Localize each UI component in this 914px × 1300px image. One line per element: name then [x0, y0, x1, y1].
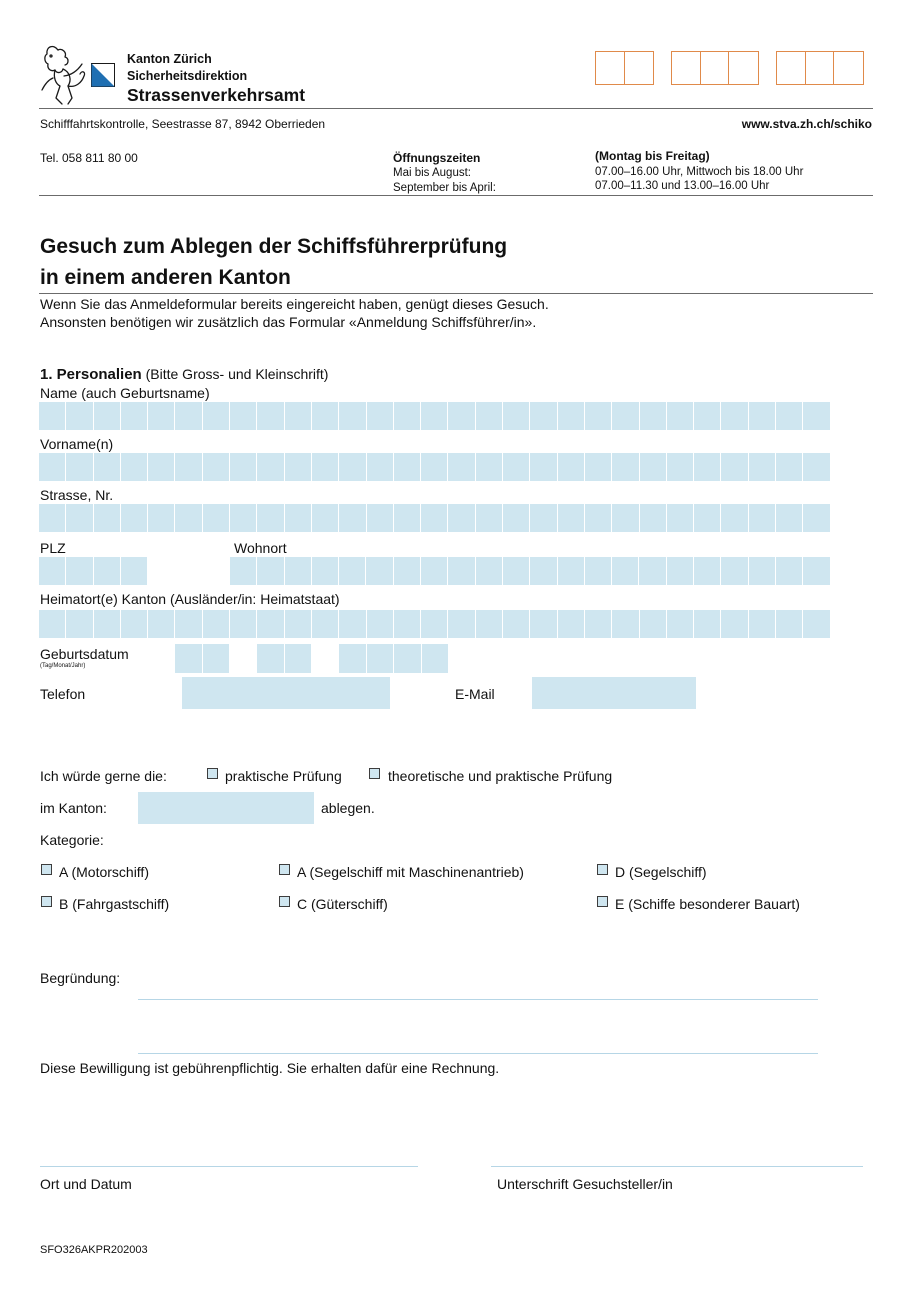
input-cell[interactable] — [394, 402, 421, 430]
email-label: E-Mail — [455, 686, 495, 702]
telefon-label: Telefon — [40, 686, 86, 702]
input-cell[interactable] — [257, 644, 285, 673]
section1-heading — [40, 366, 328, 383]
intro-text-1: Wenn Sie das Anmeldeformular bereits eingereicht haben, genügt dieses Gesuch. — [40, 296, 549, 312]
kanton-input[interactable] — [138, 792, 314, 824]
input-cell[interactable] — [121, 557, 148, 585]
input-cell[interactable] — [203, 644, 231, 673]
place-date-line[interactable] — [40, 1166, 418, 1167]
input-cell[interactable] — [230, 557, 257, 585]
input-cell[interactable] — [503, 557, 530, 585]
category-a-sail-engine-checkbox[interactable] — [279, 864, 290, 875]
input-cell[interactable] — [612, 453, 639, 481]
input-cell[interactable] — [694, 504, 721, 532]
input-cell[interactable] — [421, 557, 448, 585]
input-cell[interactable] — [476, 453, 503, 481]
input-cell[interactable] — [121, 504, 148, 532]
code-box-3 — [776, 51, 864, 85]
birth-year-input[interactable] — [339, 644, 449, 673]
input-cell[interactable] — [339, 504, 366, 532]
input-cell[interactable] — [721, 453, 748, 481]
strasse-input[interactable] — [39, 504, 831, 532]
input-cell[interactable] — [585, 453, 612, 481]
input-cell[interactable] — [394, 453, 421, 481]
input-cell[interactable] — [640, 453, 667, 481]
input-cell[interactable] — [667, 557, 694, 585]
opening-hours-title: Öffnungszeiten — [393, 151, 481, 165]
signature-label: Unterschrift Gesuchsteller/in — [497, 1176, 673, 1192]
theory-practical-exam-label: theoretische und praktische Prüfung — [388, 768, 613, 784]
heimatort-input[interactable] — [39, 610, 831, 638]
category-a-sail-engine-label: A (Segelschiff mit Maschinenantrieb) — [297, 864, 524, 880]
input-cell[interactable] — [558, 557, 585, 585]
input-cell[interactable] — [39, 402, 66, 430]
input-cell[interactable] — [612, 610, 639, 638]
category-a-motor-label: A (Motorschiff) — [59, 864, 149, 880]
input-cell[interactable] — [503, 504, 530, 532]
reason-label: Begründung: — [40, 970, 121, 986]
input-cell[interactable] — [803, 557, 830, 585]
input-cell[interactable] — [530, 402, 557, 430]
exam-intro: Ich würde gerne die: — [40, 768, 167, 784]
input-cell[interactable] — [694, 402, 721, 430]
org-canton: Kanton Zürich — [127, 52, 212, 66]
input-cell[interactable] — [448, 504, 475, 532]
input-cell[interactable] — [175, 504, 202, 532]
input-cell[interactable] — [339, 610, 366, 638]
section1-title: 1. Personalien — [40, 366, 142, 383]
input-cell[interactable] — [448, 557, 475, 585]
category-b-checkbox[interactable] — [41, 896, 52, 907]
hours-period1-label: Mai bis August: — [393, 167, 471, 179]
input-cell[interactable] — [39, 610, 66, 638]
input-cell[interactable] — [803, 610, 830, 638]
form-code: SFO326AKPR202003 — [40, 1244, 148, 1256]
input-cell[interactable] — [66, 504, 93, 532]
hours-period2-value: 07.00–11.30 und 13.00–16.00 Uhr — [595, 180, 770, 192]
input-cell[interactable] — [530, 453, 557, 481]
input-cell[interactable] — [503, 402, 530, 430]
input-cell[interactable] — [94, 504, 121, 532]
input-cell[interactable] — [367, 504, 394, 532]
header-divider — [39, 108, 873, 109]
input-cell[interactable] — [203, 504, 230, 532]
input-cell[interactable] — [421, 453, 448, 481]
input-cell[interactable] — [776, 402, 803, 430]
input-cell[interactable] — [339, 557, 366, 585]
input-cell[interactable] — [230, 504, 257, 532]
intro-text-2: Ansonsten benötigen wir zusätzlich das Formular «Anmeldung Schiffsführer/in». — [40, 314, 537, 330]
input-cell[interactable] — [148, 453, 175, 481]
input-cell[interactable] — [530, 610, 557, 638]
input-cell[interactable] — [721, 504, 748, 532]
plz-input[interactable] — [39, 557, 148, 585]
reason-input-line-2[interactable] — [138, 1053, 818, 1054]
input-cell[interactable] — [66, 402, 93, 430]
input-cell[interactable] — [285, 453, 312, 481]
input-cell[interactable] — [367, 610, 394, 638]
input-cell[interactable] — [476, 402, 503, 430]
input-cell[interactable] — [94, 402, 121, 430]
input-cell[interactable] — [421, 402, 448, 430]
category-d-checkbox[interactable] — [597, 864, 608, 875]
input-cell[interactable] — [476, 610, 503, 638]
input-cell[interactable] — [366, 557, 393, 585]
input-cell[interactable] — [394, 644, 422, 673]
geburtsdatum-hint: (Tag/Monat/Jahr) — [40, 663, 86, 669]
input-cell[interactable] — [312, 453, 339, 481]
input-cell[interactable] — [776, 610, 803, 638]
input-cell[interactable] — [121, 402, 148, 430]
input-cell[interactable] — [339, 644, 367, 673]
phone-text: Tel. 058 811 80 00 — [40, 151, 138, 165]
input-cell[interactable] — [285, 402, 312, 430]
section1-hint: (Bitte Gross- und Kleinschrift) — [145, 366, 329, 382]
vorname-input[interactable] — [39, 453, 831, 481]
input-cell[interactable] — [257, 504, 284, 532]
birth-day-input[interactable] — [175, 644, 230, 673]
input-cell[interactable] — [312, 610, 339, 638]
address-text: Schifffahrtskontrolle, Seestrasse 87, 8942 Oberrieden — [40, 117, 326, 131]
input-cell[interactable] — [667, 610, 694, 638]
input-cell[interactable] — [776, 453, 803, 481]
input-cell[interactable] — [257, 610, 284, 638]
input-cell[interactable] — [776, 504, 803, 532]
input-cell[interactable] — [257, 453, 284, 481]
heimatort-label: Heimatort(e) Kanton (Ausländer/in: Heimatstaat) — [40, 591, 340, 607]
input-cell[interactable] — [175, 402, 202, 430]
input-cell[interactable] — [558, 453, 585, 481]
input-cell[interactable] — [203, 402, 230, 430]
input-cell[interactable] — [230, 402, 257, 430]
code-box-1 — [595, 51, 654, 85]
input-cell[interactable] — [667, 504, 694, 532]
input-cell[interactable] — [476, 557, 503, 585]
input-cell[interactable] — [148, 504, 175, 532]
theory-practical-exam-checkbox[interactable] — [369, 768, 380, 779]
name-label: Name (auch Geburtsname) — [40, 385, 210, 401]
input-cell[interactable] — [94, 557, 121, 585]
input-cell[interactable] — [394, 557, 421, 585]
input-cell[interactable] — [612, 504, 639, 532]
telefon-input[interactable] — [182, 677, 390, 709]
category-e-checkbox[interactable] — [597, 896, 608, 907]
input-cell[interactable] — [203, 610, 230, 638]
input-cell[interactable] — [667, 453, 694, 481]
hours-period1-value: 07.00–16.00 Uhr, Mittwoch bis 18.00 Uhr — [595, 166, 804, 178]
input-cell[interactable] — [803, 453, 830, 481]
input-cell[interactable] — [640, 610, 667, 638]
page-title-line1: Gesuch zum Ablegen der Schiffsführerprüfung — [40, 235, 508, 258]
input-cell[interactable] — [230, 453, 257, 481]
input-cell[interactable] — [776, 557, 803, 585]
input-cell[interactable] — [312, 504, 339, 532]
input-cell[interactable] — [667, 402, 694, 430]
category-c-checkbox[interactable] — [279, 896, 290, 907]
input-cell[interactable] — [66, 610, 93, 638]
input-cell[interactable] — [639, 557, 666, 585]
input-cell[interactable] — [175, 644, 203, 673]
input-cell[interactable] — [94, 453, 121, 481]
input-cell[interactable] — [448, 402, 475, 430]
input-cell[interactable] — [39, 557, 66, 585]
input-cell[interactable] — [148, 402, 175, 430]
input-cell[interactable] — [749, 402, 776, 430]
wohnort-input[interactable] — [230, 557, 831, 585]
input-cell[interactable] — [749, 453, 776, 481]
code-box-2 — [671, 51, 759, 85]
input-cell[interactable] — [749, 504, 776, 532]
office-name: Strassenverkehrsamt — [127, 85, 306, 105]
input-cell[interactable] — [585, 557, 612, 585]
input-cell[interactable] — [448, 610, 475, 638]
input-cell[interactable] — [476, 504, 503, 532]
input-cell[interactable] — [721, 557, 748, 585]
input-cell[interactable] — [66, 557, 93, 585]
strasse-label: Strasse, Nr. — [40, 487, 114, 503]
input-cell[interactable] — [39, 453, 66, 481]
title-divider — [39, 293, 873, 294]
kanton-suffix: ablegen. — [321, 800, 375, 816]
input-cell[interactable] — [422, 644, 450, 673]
input-cell[interactable] — [367, 402, 394, 430]
practical-exam-checkbox[interactable] — [207, 768, 218, 779]
page-title-line2: in einem anderen Kanton — [40, 266, 291, 289]
input-cell[interactable] — [230, 610, 257, 638]
input-cell[interactable] — [558, 610, 585, 638]
input-cell[interactable] — [721, 610, 748, 638]
input-cell[interactable] — [39, 504, 66, 532]
input-cell[interactable] — [148, 610, 175, 638]
input-cell[interactable] — [749, 610, 776, 638]
wohnort-label: Wohnort — [234, 540, 287, 556]
category-b-label: B (Fahrgastschiff) — [59, 896, 170, 912]
input-cell[interactable] — [585, 402, 612, 430]
category-e-label: E (Schiffe besonderer Bauart) — [615, 896, 800, 912]
input-cell[interactable] — [285, 557, 312, 585]
input-cell[interactable] — [394, 504, 421, 532]
zurich-flag-icon — [91, 63, 115, 87]
input-cell[interactable] — [94, 610, 121, 638]
input-cell[interactable] — [585, 610, 612, 638]
input-cell[interactable] — [585, 504, 612, 532]
hours-divider — [39, 195, 873, 196]
vorname-label: Vorname(n) — [40, 436, 114, 452]
category-c-label: C (Güterschiff) — [297, 896, 388, 912]
input-cell[interactable] — [530, 504, 557, 532]
input-cell[interactable] — [448, 453, 475, 481]
plz-label: PLZ — [40, 540, 66, 556]
input-cell[interactable] — [175, 610, 202, 638]
input-cell[interactable] — [257, 557, 284, 585]
reason-input-line-1[interactable] — [138, 999, 818, 1000]
website-link[interactable]: www.stva.zh.ch/schiko — [741, 117, 872, 131]
org-directorate: Sicherheitsdirektion — [127, 69, 248, 83]
practical-exam-label: praktische Prüfung — [225, 768, 342, 784]
hours-period2-label: September bis April: — [393, 182, 496, 194]
input-cell[interactable] — [503, 610, 530, 638]
input-cell[interactable] — [66, 453, 93, 481]
kategorie-label: Kategorie: — [40, 832, 104, 848]
place-date-label: Ort und Datum — [40, 1176, 132, 1192]
input-cell[interactable] — [339, 402, 366, 430]
input-cell[interactable] — [203, 453, 230, 481]
input-cell[interactable] — [394, 610, 421, 638]
fee-note: Diese Bewilligung ist gebührenpflichtig. Sie erhalten dafür eine Rechnung. — [40, 1060, 500, 1076]
category-d-label: D (Segelschiff) — [615, 864, 707, 880]
signature-line[interactable] — [491, 1166, 863, 1167]
geburtsdatum-label: Geburtsdatum — [40, 646, 129, 662]
input-cell[interactable] — [175, 453, 202, 481]
input-cell[interactable] — [121, 453, 148, 481]
input-cell[interactable] — [312, 402, 339, 430]
kanton-label: im Kanton: — [40, 800, 107, 816]
hours-days: (Montag bis Freitag) — [595, 149, 710, 163]
input-cell[interactable] — [694, 610, 721, 638]
input-cell[interactable] — [530, 557, 557, 585]
input-cell[interactable] — [339, 453, 366, 481]
email-input[interactable] — [532, 677, 696, 709]
input-cell[interactable] — [640, 402, 667, 430]
category-a-motor-checkbox[interactable] — [41, 864, 52, 875]
input-cell[interactable] — [558, 504, 585, 532]
birth-month-input[interactable] — [257, 644, 312, 673]
lion-logo-icon — [38, 42, 88, 108]
input-cell[interactable] — [285, 610, 312, 638]
input-cell[interactable] — [367, 453, 394, 481]
input-cell[interactable] — [503, 453, 530, 481]
input-cell[interactable] — [694, 453, 721, 481]
input-cell[interactable] — [421, 610, 448, 638]
input-cell[interactable] — [612, 557, 639, 585]
input-cell[interactable] — [421, 504, 448, 532]
input-cell[interactable] — [312, 557, 339, 585]
input-cell[interactable] — [285, 644, 313, 673]
input-cell[interactable] — [121, 610, 148, 638]
input-cell[interactable] — [721, 402, 748, 430]
input-cell[interactable] — [257, 402, 284, 430]
input-cell[interactable] — [367, 644, 395, 673]
name-input[interactable] — [39, 402, 831, 430]
input-cell[interactable] — [640, 504, 667, 532]
input-cell[interactable] — [694, 557, 721, 585]
input-cell[interactable] — [558, 402, 585, 430]
input-cell[interactable] — [612, 402, 639, 430]
input-cell[interactable] — [285, 504, 312, 532]
input-cell[interactable] — [803, 504, 830, 532]
input-cell[interactable] — [749, 557, 776, 585]
input-cell[interactable] — [803, 402, 830, 430]
